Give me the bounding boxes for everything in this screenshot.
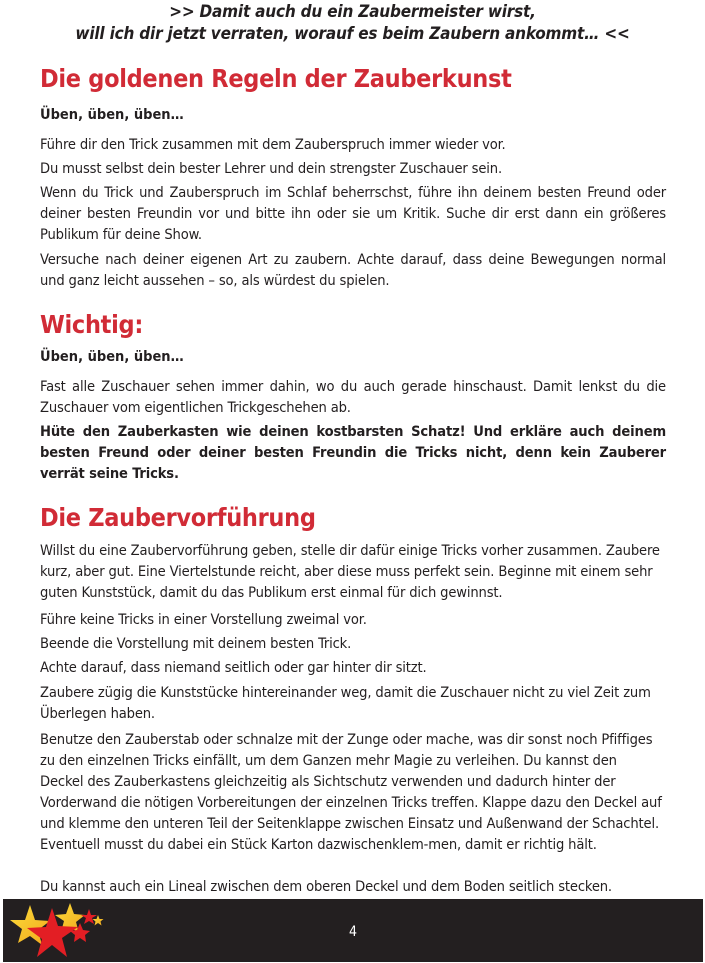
- paragraph: Zaubere zügig die Kunststücke hintereinander weg, damit die Zuschauer nicht zu viel Zeit zum Überlegen haben.: [40, 684, 651, 722]
- paragraph: Führe dir den Trick zusammen mit dem Zauberspruch immer wieder vor.: [40, 136, 506, 153]
- paragraph: Benutze den Zauberstab oder schnalze mit der Zunge oder mache, was dir sonst noch Pfiffiges zu den einzelnen Tricks einfällt, um dem Ganzen mehr Magie zu verleihen. Du kannst den Deckel des Zauberkastens gleichzeitig als Sichtschutz verwenden und dadurch hinter der Vorderwand die nötigen Vorbereitungen der einzelnen Tricks treffen. Klappe dazu den Deckel auf und klemme den unteren Teil der Seitenklappe zwischen Einsatz und Außenwand der Schachtel. Eventuell musst du dabei ein Stück Karton dazwischenklem-men, damit er richtig hält.: [40, 731, 662, 853]
- paragraph: Achte darauf, dass niemand seitlich oder gar hinter dir sitzt.: [40, 659, 427, 676]
- paragraph: Fast alle Zuschauer sehen immer dahin, wo du auch gerade hinschaust. Damit lenkst du die Zuschauer vom eigentlichen Trickgeschehen ab.: [40, 378, 666, 416]
- subheading-practice: Üben, üben, üben…: [40, 107, 184, 123]
- paragraph: Du musst selbst dein bester Lehrer und dein strengster Zuschauer sein.: [40, 160, 502, 177]
- paragraph: Führe keine Tricks in einer Vorstellung zweimal vor.: [40, 611, 367, 628]
- paragraph: Versuche nach deiner eigenen Art zu zaubern. Achte darauf, dass deine Bewegungen normal und ganz leicht aussehen – so, als würdest du spielen.: [40, 251, 666, 289]
- paragraph: Wenn du Trick und Zauberspruch im Schlaf beherrschst, führe ihn deinem besten Freund oder deiner besten Freundin vor und bitte ihn oder sie um Kritik. Suche dir erst dann ein größeres Publikum für deine Show.: [40, 184, 666, 243]
- page-number: 4: [348, 924, 357, 940]
- bold-warning-paragraph: Hüte den Zauberkasten wie deinen kostbarsten Schatz! Und erkläre auch deinem besten Freund oder deiner besten Freundin die Tricks nicht, denn kein Zauberer verrät seine Tricks.: [40, 423, 666, 482]
- heading-golden-rules: Die goldenen Regeln der Zauberkunst: [40, 64, 512, 93]
- paragraph: Beende die Vorstellung mit deinem besten Trick.: [40, 635, 352, 652]
- subheading-practice: Üben, üben, üben…: [40, 349, 184, 365]
- intro-line-2: will ich dir jetzt verraten, worauf es beim Zaubern ankommt… <<: [75, 24, 630, 44]
- paragraph: Willst du eine Zaubervorführung geben, stelle dir dafür einige Tricks vorher zusammen. Zaubere kurz, aber gut. Eine Viertelstunde reicht, aber diese muss perfekt sein. Beginne mit einem sehr guten Kunststück, damit du das Publikum erst einmal für dich gewinnst.: [40, 542, 660, 601]
- heading-important: Wichtig:: [40, 310, 144, 339]
- paragraph: Du kannst auch ein Lineal zwischen dem oberen Deckel und dem Boden seitlich stecken.: [40, 878, 612, 895]
- heading-magic-show: Die Zaubervorführung: [40, 503, 316, 532]
- intro-line-1: >> Damit auch du ein Zaubermeister wirst,: [169, 2, 536, 22]
- page-footer: [3, 899, 703, 962]
